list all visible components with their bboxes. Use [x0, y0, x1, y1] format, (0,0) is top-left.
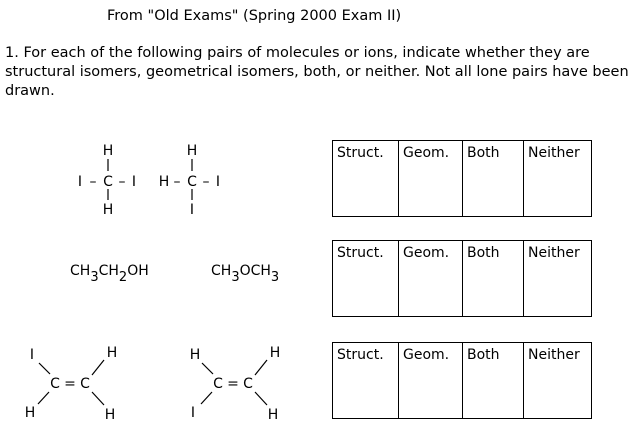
bond [255, 360, 267, 375]
atom: C [103, 174, 113, 190]
answer-grid-1 [332, 140, 592, 217]
both-cell[interactable]: Both [463, 241, 524, 317]
bond [39, 363, 50, 374]
bond [202, 363, 213, 374]
bond: – [118, 174, 126, 190]
formula-part: CH [211, 263, 232, 279]
atom: H [189, 347, 201, 363]
bond [201, 392, 212, 404]
formula-part: CH [70, 263, 91, 279]
atom: I [131, 174, 137, 190]
atom: H [158, 174, 170, 190]
atom: C [243, 376, 253, 392]
struct-cell[interactable]: Struct. [333, 141, 399, 217]
both-cell[interactable]: Both [463, 141, 524, 217]
atom: H [267, 407, 279, 423]
formula-part: CH [98, 263, 119, 279]
geom-cell[interactable]: Geom. [399, 141, 463, 217]
struct-cell[interactable]: Struct. [333, 241, 399, 317]
atom: I [29, 347, 35, 363]
geom-cell[interactable]: Geom. [399, 343, 463, 419]
molecule-2b [211, 263, 280, 285]
question-text: 1. For each of the following pairs of molecules or ions, indicate whether they are structural isomers, geometrical isomers, both, or neither. Not all lone pairs have been drawn. [5, 45, 629, 99]
atom: H [269, 345, 281, 361]
heading: From "Old Exams" (Spring 2000 Exam II) [107, 8, 402, 24]
atom: C [187, 174, 197, 190]
atom: H [102, 202, 114, 218]
atom: I [77, 174, 83, 190]
atom: H [106, 345, 118, 361]
molecule-3b [185, 343, 285, 425]
atom: H [104, 407, 116, 423]
answer-grid-2 [332, 240, 592, 317]
formula-part: OH [127, 263, 149, 279]
both-cell[interactable]: Both [463, 343, 524, 419]
struct-cell[interactable]: Struct. [333, 343, 399, 419]
atom: H [24, 405, 36, 421]
bond [92, 360, 104, 375]
bond: = [227, 376, 239, 392]
neither-cell[interactable]: Neither [524, 241, 592, 317]
atom: C [213, 376, 223, 392]
atom: I [189, 202, 195, 218]
atom: H [102, 143, 114, 159]
bond: = [64, 376, 76, 392]
bond [38, 392, 49, 404]
formula-subscript: 3 [270, 269, 280, 285]
neither-cell[interactable]: Neither [524, 141, 592, 217]
atom: C [80, 376, 90, 392]
formula-subscript: 2 [118, 269, 128, 285]
atom: I [190, 405, 196, 421]
atom: H [186, 143, 198, 159]
atom: I [215, 174, 221, 190]
geom-cell[interactable]: Geom. [399, 241, 463, 317]
neither-cell[interactable]: Neither [524, 343, 592, 419]
molecule-3a [22, 343, 122, 425]
bond: – [173, 174, 181, 190]
answer-grid-3 [332, 342, 592, 419]
bond [92, 392, 104, 405]
formula-subscript: 3 [231, 269, 240, 285]
molecule-2a [70, 263, 149, 285]
molecule-1a [70, 140, 150, 220]
molecule-1b [154, 140, 234, 220]
bond: – [202, 174, 210, 190]
atom: C [50, 376, 60, 392]
bond [255, 392, 267, 405]
formula-part: OCH [239, 263, 271, 279]
bond: – [89, 174, 97, 190]
formula-subscript: 3 [90, 269, 99, 285]
